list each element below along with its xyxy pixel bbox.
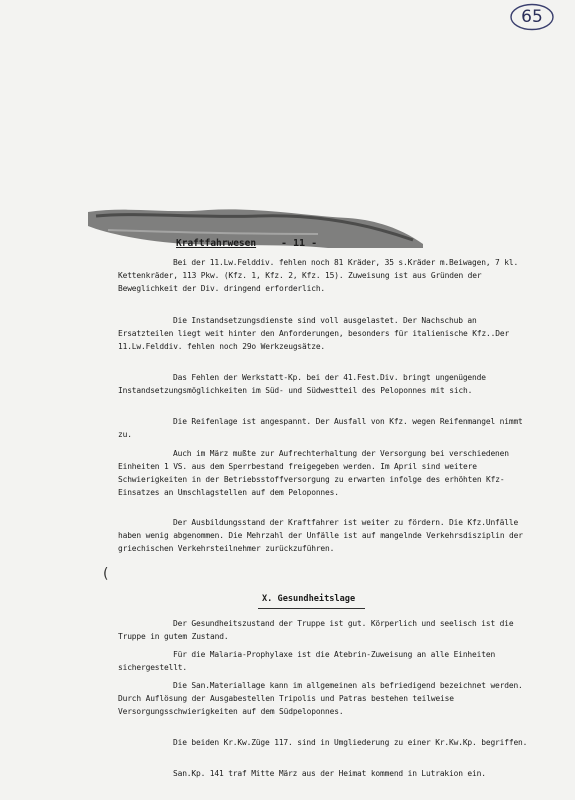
paragraph-text: Der Ausbildungsstand der Kraftfahrer ist weiter zu fördern. Die Kfz.Unfälle haben wenig abgenommen. Die Mehrzahl der Unfälle ist auf mangelnde Verkehrsdisziplin der griechischen Verkehrsteilnehmer zurückzuführen. <box>118 518 523 553</box>
page-number: - 11 - <box>281 238 318 249</box>
paragraph-text: Die beiden Kr.Kw.Züge 117. sind in Umgliederung zu einer Kr.Kw.Kp. begriffen. <box>173 738 528 747</box>
paragraph <box>118 648 528 674</box>
paragraph <box>118 617 528 643</box>
paragraph <box>118 415 528 441</box>
page-mark-text: 65 <box>521 7 543 27</box>
paragraph-text: Auch im März mußte zur Aufrechterhaltung der Versorgung bei verschiedenen Einheiten 1 VS. aus dem Sperrbestand freigegeben werden. Im April sind weitere Schwierigkeiten in der Betriebsstoffversorgung zu erwarten infolge des erhöhten Kfz-Einsatzes an Umschlagstellen auf dem Peloponnes. <box>118 449 509 497</box>
paragraph-text: Für die Malaria-Prophylaxe ist die Atebrin-Zuweisung an alle Einheiten sichergestellt. <box>118 650 496 672</box>
section-heading-text: X. Gesundheitslage <box>262 594 356 604</box>
paragraph-text: Das Fehlen der Werkstatt-Kp. bei der 41.Fest.Div. bringt ungenügende Instandsetzungsmöglichkeiten im Süd- und Südwestteil des Peloponnes mit sich. <box>118 373 486 395</box>
paragraph-text: Der Gesundheitszustand der Truppe ist gut. Körperlich und seelisch ist die Truppe in gutem Zustand. <box>118 619 514 641</box>
paragraph-text: Die Instandsetzungsdienste sind voll ausgelastet. Der Nachschub an Ersatzteilen liegt weit hinter den Anforderungen, besonders für italienische Kfz..Der 11.Lw.Felddiv. fehlen noch 29o Werkzeugsätze. <box>118 316 510 351</box>
paragraph-text: Die Reifenlage ist angespannt. Der Ausfall von Kfz. wegen Reifenmangel nimmt zu. <box>118 417 523 439</box>
paragraph <box>118 679 528 718</box>
paragraph <box>118 447 528 499</box>
paragraph <box>118 314 528 353</box>
paragraph <box>118 371 528 397</box>
paragraph-text: San.Kp. 141 traf Mitte März aus der Heimat kommend in Lutrakion ein. <box>173 769 486 778</box>
section-heading <box>262 594 355 604</box>
paragraph-text: Die San.Materiallage kann im allgemeinen als befriedigend bezeichnet werden. Durch Auflösung der Ausgabestellen Tripolis und Patras bestehen teilweise Versorgungsschwierigkeiten auf dem Südpeloponnes. <box>118 681 523 716</box>
paragraph-text: Bei der 11.Lw.Felddiv. fehlen noch 81 Kräder, 35 s.Kräder m.Beiwagen, 7 kl. Kettenkräder, 113 Pkw. (Kfz. 1, Kfz. 2, Kfz. 15). Zuweisung ist aus Gründen der Beweglichkeit der Div. dringend erforderlich. <box>118 258 519 293</box>
paragraph <box>118 736 528 749</box>
heading-kraftfahrwesen: Kraftfahrwesen <box>176 238 257 249</box>
margin-mark-icon: ( <box>103 566 109 582</box>
paragraph <box>118 767 528 780</box>
paragraph <box>118 256 528 295</box>
handwritten-page-mark <box>508 2 556 32</box>
paragraph <box>118 516 528 555</box>
section-heading-underline <box>258 608 365 609</box>
